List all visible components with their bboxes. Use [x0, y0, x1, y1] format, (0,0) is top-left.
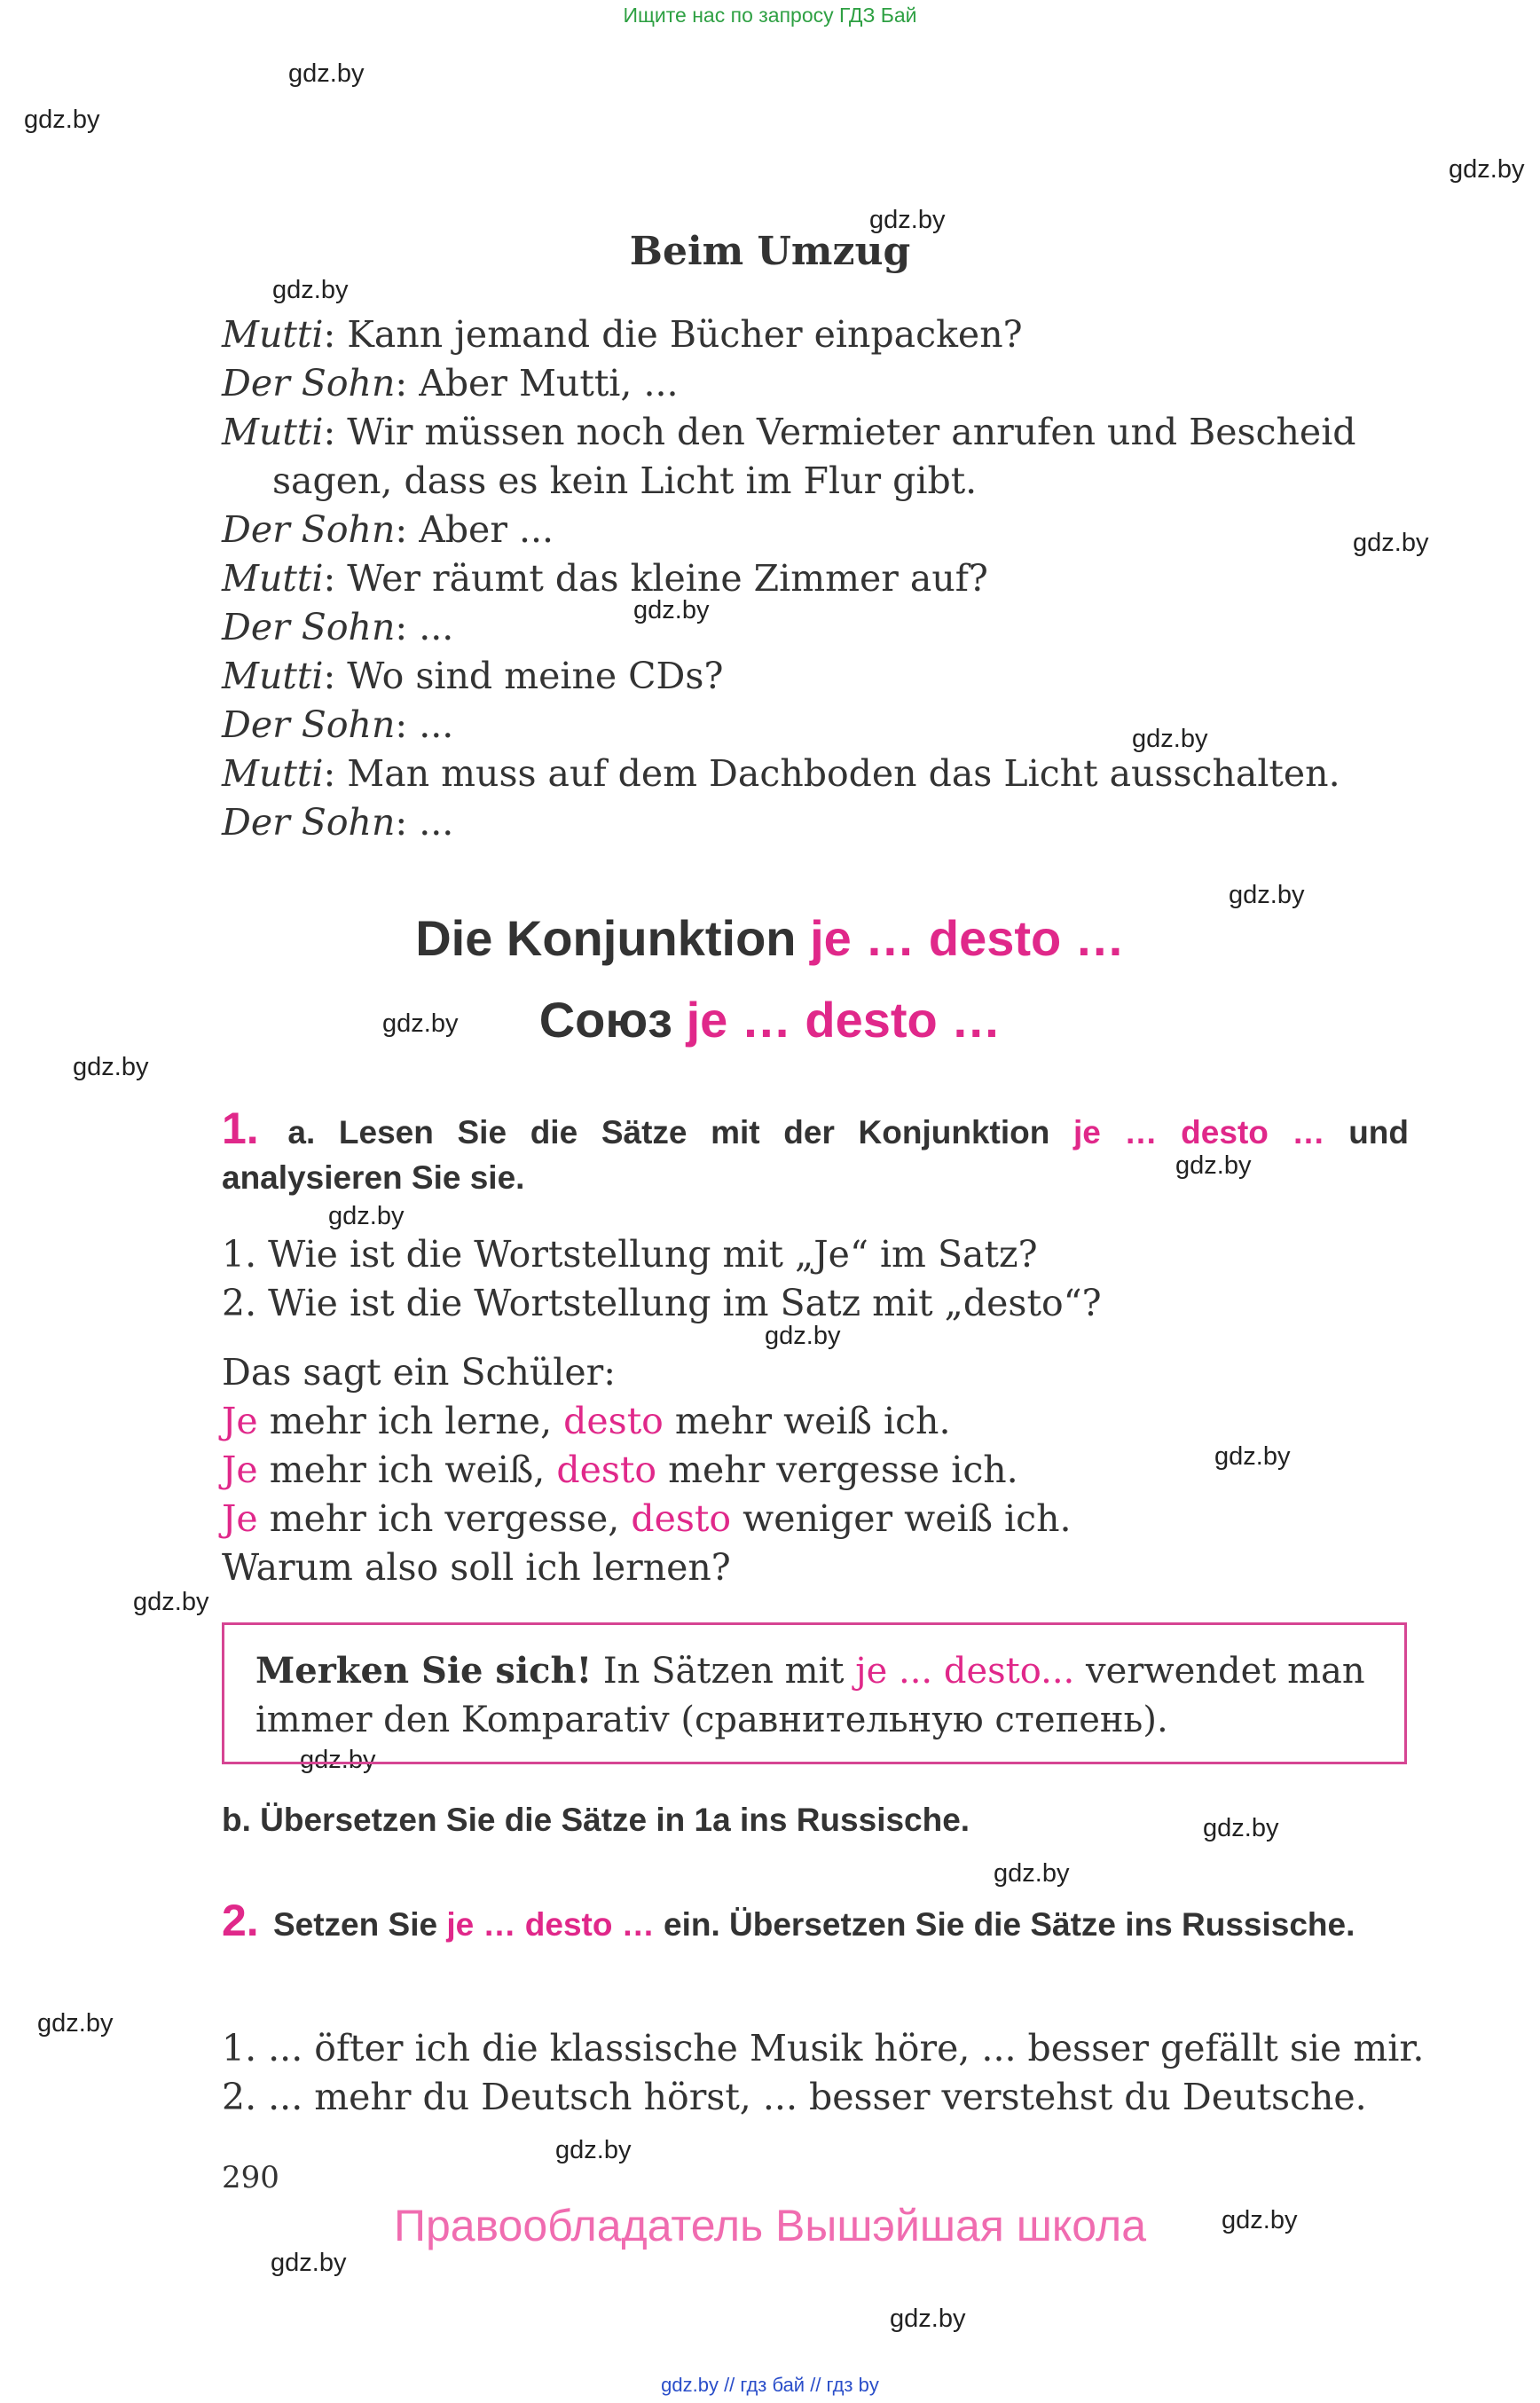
watermark: gdz.by	[1222, 2206, 1298, 2234]
rule-conjunction: je ... desto...	[855, 1651, 1075, 1692]
speaker: Mutti	[222, 411, 324, 453]
section-subtitle-text: Союз	[538, 992, 672, 1048]
closing-question: Warum also soll ich lernen?	[222, 1546, 731, 1589]
rule-bold: Merken Sie sich!	[255, 1650, 593, 1692]
speaker: Mutti	[222, 752, 324, 795]
watermark: gdz.by	[133, 1588, 209, 1616]
rule-part: verwendet man immer den Komparativ (сравнительную степень).	[255, 1651, 1365, 1740]
je-word: Je	[222, 1400, 258, 1442]
watermark: gdz.by	[555, 2136, 632, 2164]
desto-word: desto	[631, 1497, 732, 1540]
line-text: : Kann jemand die Bücher einpacken?	[323, 313, 1023, 356]
page-number: 290	[222, 2160, 279, 2195]
section-subtitle-conjunction: je … desto …	[686, 992, 1002, 1048]
exercise-2-item: 2. ... mehr du Deutsch hörst, ... besser verstehst du Deutsche.	[222, 2076, 1367, 2118]
exercise-2-instruction-end: ein. Übersetzen Sie die Sätze ins Russische.	[664, 1906, 1355, 1943]
line-text: : ...	[395, 606, 454, 648]
desto-word: desto	[556, 1449, 657, 1491]
watermark: gdz.by	[1132, 725, 1208, 753]
watermark: gdz.by	[73, 1053, 149, 1081]
line-text: : ...	[395, 801, 454, 844]
watermark: gdz.by	[994, 1859, 1070, 1888]
exercise-2-number: 2.	[222, 1896, 259, 1945]
example-sentence	[222, 1446, 1018, 1495]
question: 2. Wie ist die Wortstellung im Satz mit „desto“?	[222, 1282, 1102, 1324]
watermark: gdz.by	[633, 596, 710, 624]
watermark: gdz.by	[765, 1322, 841, 1350]
speaker: Der Sohn	[222, 508, 396, 551]
top-banner: Ищите нас по запросу ГДЗ Бай	[623, 4, 917, 27]
exercise-2-item: 1. ... öfter ich die klassische Musik höre, ... besser gefällt sie mir.	[222, 2027, 1425, 2069]
line-text: : Wo sind meine CDs?	[323, 655, 724, 697]
line-text: : Aber ...	[395, 508, 554, 551]
speaker: Der Sohn	[222, 606, 396, 648]
publisher-notice: Правообладатель Вышэйшая школа	[394, 2201, 1146, 2250]
speaker: Der Sohn	[222, 801, 396, 844]
sentence-part: mehr ich lerne,	[257, 1400, 564, 1442]
dialog-line	[222, 359, 679, 408]
watermark: gdz.by	[271, 2249, 347, 2277]
watermark: gdz.by	[328, 1202, 405, 1230]
exercise-2-conjunction: je … desto …	[446, 1906, 655, 1943]
rule-part: In Sätzen mit	[592, 1651, 856, 1692]
rule-box	[222, 1622, 1407, 1764]
dialog-line	[222, 506, 554, 554]
line-text: : Wir müssen noch den Vermieter anrufen und Bescheid	[323, 411, 1356, 453]
line-text: : Man muss auf dem Dachboden das Licht ausschalten.	[323, 752, 1340, 795]
speaker: Der Sohn	[222, 362, 396, 404]
watermark: gdz.by	[24, 106, 100, 134]
exercise-1a-conjunction: je … desto …	[1073, 1114, 1325, 1150]
exercise-2-heading	[222, 1898, 1409, 1947]
dialog-line	[222, 310, 1023, 359]
watermark: gdz.by	[1203, 1814, 1279, 1842]
dialog-title: Beim Umzug	[629, 229, 911, 274]
section-subtitle	[0, 991, 1540, 1048]
watermark: gdz.by	[288, 59, 365, 88]
watermark: gdz.by	[1175, 1151, 1252, 1180]
rule-text	[255, 1646, 1382, 1745]
line-text: : Aber Mutti, ...	[395, 362, 679, 404]
watermark: gdz.by	[1214, 1442, 1291, 1471]
speaker: Mutti	[222, 557, 324, 600]
dialog-line	[222, 701, 453, 750]
watermark: gdz.by	[1353, 529, 1429, 557]
section-title-text: Die Konjunktion	[415, 910, 797, 966]
desto-word: desto	[563, 1400, 664, 1442]
line-text: sagen, dass es kein Licht im Flur gibt.	[272, 459, 978, 502]
speaker: Der Sohn	[222, 703, 396, 746]
sentence-part: mehr ich weiß,	[257, 1449, 557, 1491]
section-title-conjunction: je … desto …	[810, 910, 1125, 966]
exercise-1-number: 1.	[222, 1103, 259, 1153]
question: 1. Wie ist die Wortstellung mit „Je“ im Satz?	[222, 1233, 1038, 1276]
sentence-part: mehr ich vergesse,	[257, 1497, 632, 1540]
watermark: gdz.by	[272, 276, 349, 304]
je-word: Je	[222, 1497, 258, 1540]
watermark: gdz.by	[1229, 881, 1305, 909]
line-text: : ...	[395, 703, 454, 746]
exercise-1a-instruction: a. Lesen Sie die Sätze mit der Konjunktion	[287, 1114, 1050, 1150]
exercise-1-heading	[222, 1103, 1410, 1200]
watermark: gdz.by	[382, 1009, 459, 1038]
watermark: gdz.by	[869, 206, 946, 234]
dialog-line	[222, 652, 723, 701]
exercise-1a-instruction-end: und analysieren Sie sie.	[222, 1114, 1410, 1196]
sentence-part: mehr vergesse ich.	[656, 1449, 1018, 1491]
dialog-line	[222, 750, 1340, 798]
dialog-line	[222, 554, 988, 603]
example-sentence	[222, 1397, 950, 1446]
sentence-part: weniger weiß ich.	[731, 1497, 1072, 1540]
footer-links[interactable]: gdz.by // гдз бай // гдз by	[661, 2374, 879, 2396]
exercise-2-instruction: Setzen Sie	[272, 1906, 438, 1943]
watermark: gdz.by	[1449, 155, 1525, 184]
je-word: Je	[222, 1449, 258, 1491]
sentence-part: mehr weiß ich.	[663, 1400, 951, 1442]
exercise-1b-instruction: b. Übersetzen Sie die Sätze in 1a ins Russische.	[222, 1802, 970, 1838]
section-title	[0, 909, 1540, 967]
watermark: gdz.by	[37, 2009, 114, 2038]
line-text: : Wer räumt das kleine Zimmer auf?	[323, 557, 988, 600]
dialog-line	[222, 798, 453, 847]
dialog-line-continuation	[272, 457, 977, 506]
example-sentence	[222, 1495, 1072, 1543]
dialog-line	[222, 603, 453, 652]
watermark: gdz.by	[300, 1746, 376, 1774]
dialog-line	[222, 408, 1356, 457]
speaker: Mutti	[222, 655, 324, 697]
watermark: gdz.by	[890, 2305, 966, 2333]
speaker: Mutti	[222, 313, 324, 356]
sentences-intro: Das sagt ein Schüler:	[222, 1351, 617, 1394]
